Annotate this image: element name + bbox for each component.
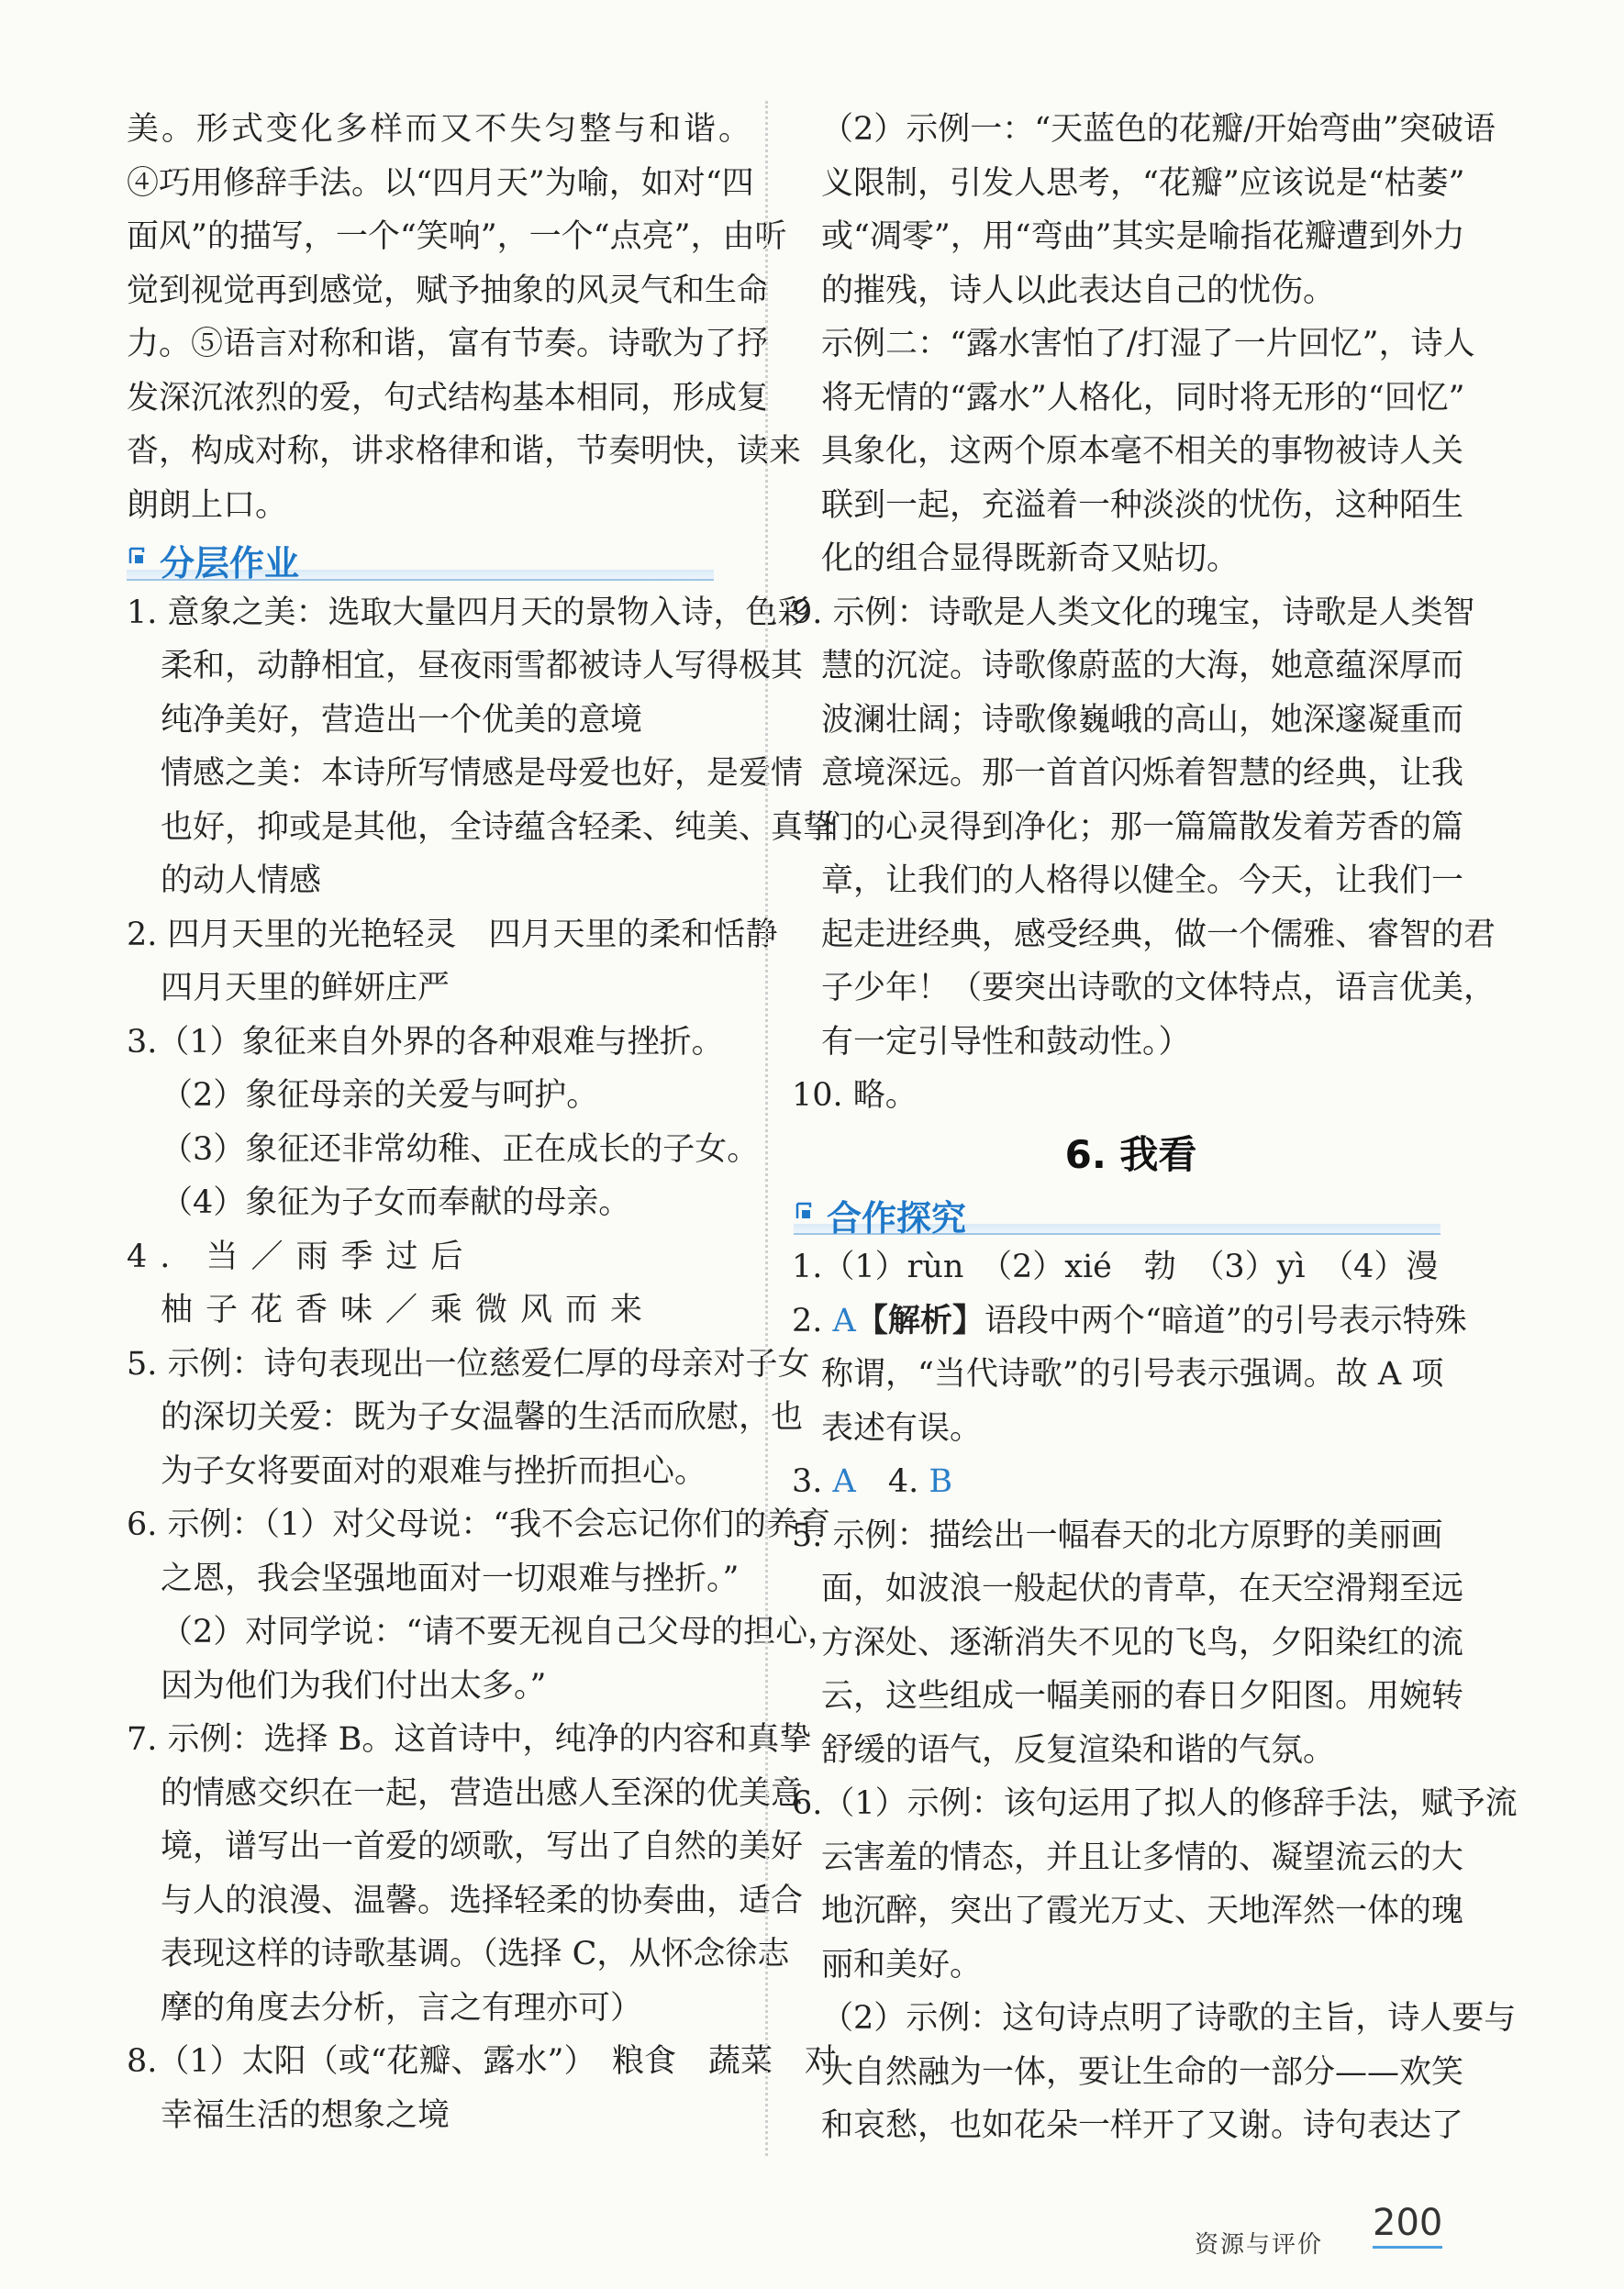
answer-line: 与人的浪漫、温馨。选择轻柔的协奏曲，适合 (161, 1882, 804, 1919)
section-title: 合作探究 (827, 1197, 967, 1239)
answer-line: 云，这些组成一幅美丽的春日夕阳图。用婉转 (821, 1678, 1464, 1715)
answer-line: 因为他们为我们付出太多。” (161, 1667, 547, 1705)
answer-line: 为子女将要面对的艰难与挫折而担心。 (161, 1452, 707, 1490)
text-line: 发深沉浓烈的爱，句式结构基本相同，形成复 (127, 379, 770, 417)
analysis-tag: 【解析】 (855, 1301, 984, 1339)
answer-line: 云害羞的情态，并且让多情的、凝望流云的大 (821, 1839, 1464, 1876)
text-line: 朗朗上口。 (127, 486, 288, 524)
answer-line-q3-q4 (792, 1455, 1440, 1509)
answer-line: 或“凋零”，用“弯曲”其实是喻指花瓣遭到外力 (821, 218, 1465, 255)
answer-line: 8.（1）太阳（或“花瓣、露水”） 粮食 蔬菜 对 (127, 2043, 837, 2080)
answer-choice: B (929, 1463, 953, 1500)
answer-line: 6.（1）示例：该句运用了拟人的修辞手法，赋予流 (792, 1785, 1518, 1822)
answer-line: 1. 意象之美：选取大量四月天的景物入诗，色彩 (127, 594, 810, 631)
answer-line: 示例二：“露水害怕了/打湿了一片回忆”，诗人 (821, 326, 1475, 362)
answer-line: （2）示例一：“天蓝色的花瓣/开始弯曲”突破语 (821, 111, 1496, 148)
answer-line: 和哀愁，也如花朵一样开了又谢。诗句表达了 (821, 2107, 1464, 2144)
answer-line: 们的心灵得到净化；那一篇篇散发着芳香的篇 (821, 808, 1464, 846)
answer-line: 7. 示例：选择 B。这首诗中，纯净的内容和真挚 (127, 1721, 812, 1758)
answer-line: 表述有误。 (821, 1409, 983, 1447)
right-column (792, 103, 1518, 2153)
answer-line: 6. 示例：（1）对父母说：“我不会忘记你们的养育 (127, 1506, 831, 1543)
answer-line: 联到一起，充溢着一种淡淡的忧伤，这种陌生 (821, 486, 1464, 524)
answer-line: 的情感交织在一起，营造出感人至深的优美意 (161, 1774, 804, 1812)
answer-line: （3）象征还非常幼稚、正在成长的子女。 (161, 1130, 760, 1168)
answer-line: 化的组合显得既新奇又贴切。 (821, 540, 1240, 577)
answer-line-q2 (792, 1295, 1467, 1349)
answer-line: 10. 略。 (792, 1077, 918, 1114)
question-number: 2. (792, 1302, 833, 1339)
text-line: 美。形式变化多样而又不失匀整与和谐。 (127, 111, 751, 148)
answer-line: 1.（1）rùn （2）xié 勃 （3）yì （4）漫 (792, 1249, 1439, 1285)
answer-line: 5. 示例：诗句表现出一位慈爱仁厚的母亲对子女 (127, 1345, 810, 1383)
question-number: 3. (792, 1463, 833, 1500)
question-number: 4. (855, 1463, 929, 1500)
answer-line: 起走进经典，感受经典，做一个儒雅、睿智的君 (821, 916, 1496, 953)
answer-line: 幸福生活的想象之境 (161, 2096, 450, 2134)
page-number: 200 (1373, 2202, 1442, 2249)
answer-line: 9. 示例：诗歌是人类文化的瑰宝，诗歌是人类智 (792, 594, 1475, 631)
answer-line: 将无情的“露水”人格化，同时将无形的“回忆” (821, 379, 1465, 417)
answer-line: 面，如波浪一般起伏的青草，在天空滑翔至远 (821, 1571, 1464, 1607)
answer-line: 之恩，我会坚强地面对一切艰难与挫折。” (161, 1560, 740, 1597)
answer-line: 章，让我们的人格得以健全。今天，让我们一 (821, 862, 1464, 899)
section-marker-icon (127, 545, 150, 569)
answer-line: 2. 四月天里的光艳轻灵 四月天里的柔和恬静 (127, 916, 778, 953)
answer-line: 舒缓的语气，反复渲染和谐的气氛。 (821, 1731, 1336, 1769)
answer-line: 柔和，动静相宜，昼夜雨雪都被诗人写得极其 (161, 648, 804, 684)
answer-line: 地沉醉，突出了霞光万丈、天地浑然一体的瑰 (821, 1893, 1464, 1929)
text-line: 面风”的描写，一个“笑响”，一个“点亮”，由听 (127, 218, 787, 255)
answer-choice: A (832, 1302, 856, 1339)
text-line: 力。⑤语言对称和谐，富有节奏。诗歌为了抒 (127, 326, 770, 362)
left-column (127, 103, 840, 2142)
answer-line: 子少年！（要突出诗歌的文体特点，语言优美， (821, 970, 1496, 1006)
answer-line: 3.（1）象征来自外界的各种艰难与挫折。 (127, 1023, 724, 1061)
footer-book-title: 资源与评价 (1195, 2231, 1324, 2259)
section-marker-icon (794, 1200, 818, 1224)
answer-line: 4. 当／雨季过后 (127, 1238, 476, 1275)
chapter-title: 6. 我看 (1064, 1131, 1197, 1177)
answer-line: 的动人情感 (161, 862, 322, 899)
answer-line: 丽和美好。 (821, 1946, 983, 1983)
column-divider (765, 101, 768, 2156)
answer-line: 具象化，这两个原本毫不相关的事物被诗人关 (821, 433, 1464, 470)
answer-line: 柚子花香味／乘微风而来 (161, 1292, 656, 1328)
section-title: 分层作业 (160, 543, 300, 583)
answer-line: 方深处、逐渐消失不见的飞鸟，夕阳染红的流 (821, 1624, 1464, 1661)
answer-line: 纯净美好，营造出一个优美的意境 (161, 701, 643, 739)
analysis-text: 语段中两个“暗道”的引号表示特殊 (984, 1302, 1467, 1339)
answer-line: （2）象征母亲的关爱与呵护。 (161, 1077, 599, 1114)
answer-line: 意境深远。那一首首闪烁着智慧的经典，让我 (821, 755, 1464, 792)
answer-line: 也好，抑或是其他，全诗蕴含轻柔、纯美、真挚 (161, 808, 836, 846)
answer-line: 慧的沉淀。诗歌像蔚蓝的大海，她意蕴深厚而 (821, 648, 1464, 684)
text-line: 觉到视觉再到感觉，赋予抽象的风灵气和生命 (127, 272, 770, 309)
answer-line: 波澜壮阔；诗歌像巍峨的高山，她深邃凝重而 (821, 701, 1464, 739)
answer-line: 的摧残，诗人以此表达自己的忧伤。 (821, 272, 1336, 309)
answer-line: 表现这样的诗歌基调。（选择 C，从怀念徐志 (161, 1936, 790, 1972)
answer-line: 的深切关爱：既为子女温馨的生活而欣慰，也 (161, 1399, 804, 1436)
section-header-cooperative-inquiry (794, 1187, 1440, 1241)
section-header-layered-homework (127, 532, 751, 586)
answer-line: 称谓，“当代诗歌”的引号表示强调。故 A 项 (821, 1356, 1444, 1393)
answer-line: 情感之美：本诗所写情感是母爱也好，是爱情 (161, 755, 804, 792)
answer-line: （4）象征为子女而奉献的母亲。 (161, 1184, 631, 1221)
text-line: 沓，构成对称，讲求格律和谐，节奏明快，读来 (127, 433, 802, 470)
answer-line: 义限制，引发人思考，“花瓣”应该说是“枯萎” (821, 164, 1465, 202)
answer-line: 有一定引导性和鼓动性。） (821, 1023, 1191, 1061)
answer-line: 境，谱写出一首爱的颂歌，写出了自然的美好 (161, 1828, 804, 1865)
text-line: ④巧用修辞手法。以“四月天”为喻，如对“四 (127, 164, 754, 202)
answer-line: 5. 示例：描绘出一幅春天的北方原野的美丽画 (792, 1517, 1443, 1554)
answer-line: 四月天里的鲜妍庄严 (161, 970, 450, 1006)
answer-choice: A (832, 1463, 856, 1500)
answer-line: （2）示例：这句诗点明了诗歌的主旨，诗人要与 (821, 2000, 1517, 2037)
answer-line: （2）对同学说：“请不要无视自己父母的担心， (161, 1614, 840, 1650)
answer-line: 大自然融为一体，要让生命的一部分——欢笑 (821, 2053, 1464, 2091)
answer-line: 摩的角度去分析，言之有理亦可） (161, 1989, 643, 2027)
